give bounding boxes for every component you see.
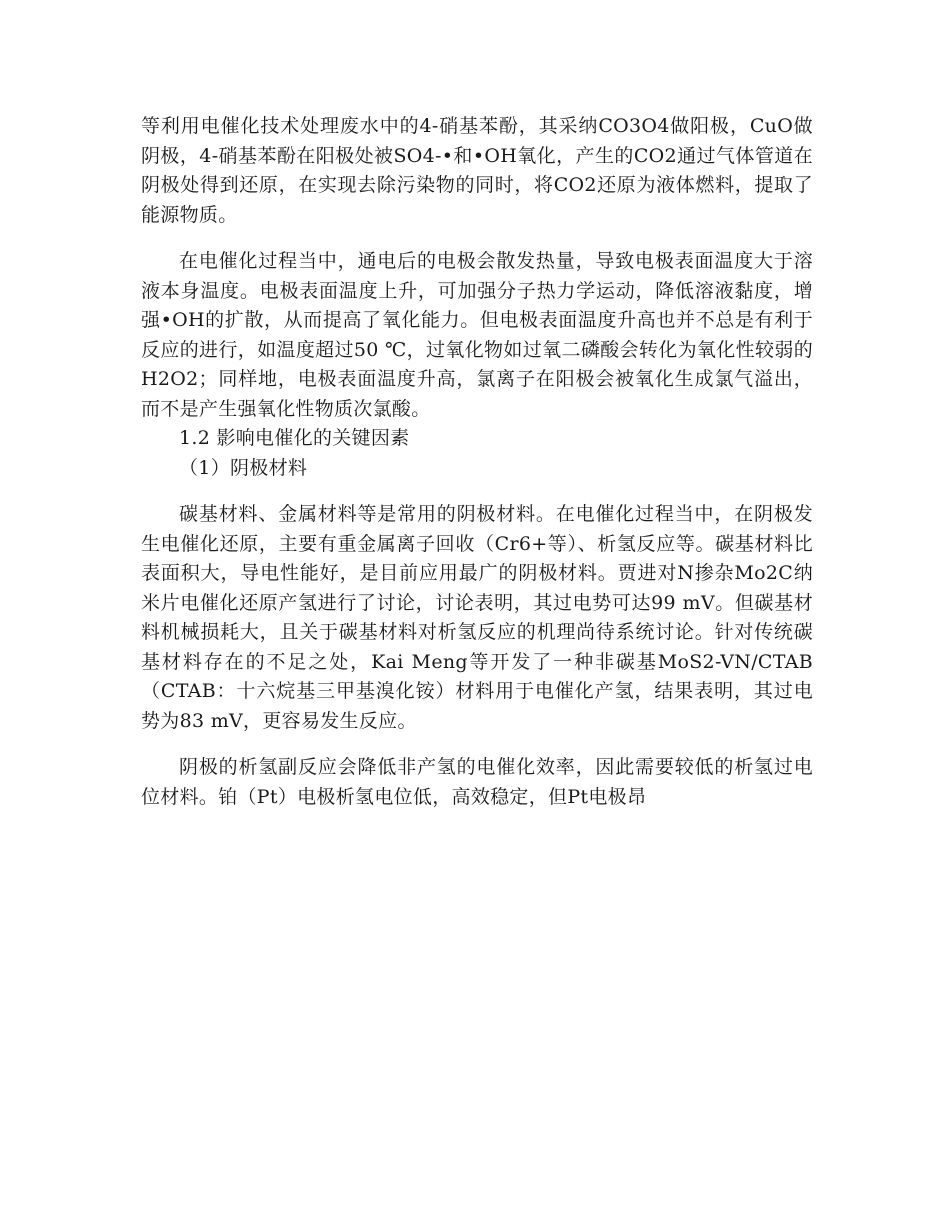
subsection-heading: （1）阴极材料: [179, 456, 308, 479]
section-heading: 1.2 影响电催化的关键因素: [179, 427, 410, 449]
paragraph-cathode-materials: 碳基材料、金属材料等是常用的阴极材料。在电催化过程当中，在阴极发生电催化还原，主要有重金属离子回收（Cr6+等）、析氢反应等。碳基材料比表面积大，导电性能好，是目前应用最广的阴极材料。贾进对N掺杂Mo2C纳米片电催化还原产氢进行了讨论，讨论表明，其过电势可达99 mV。但碳基材料机械损耗大，且关于碳基材料对析氢反应的机理尚待系统讨论。针对传统碳基材料存在的不足之处，Kai Meng等开发了一种非碳基MoS2-VN/CTAB（CTAB：十六烷基三甲基溴化铵）材料用于电催化产氢，结果表明，其过电势为83 mV，更容易发生反应。: [141, 503, 813, 732]
paragraph-continuation: 等利用电催化技术处理废水中的4-硝基苯酚，其采纳CO3O4做阳极，CuO做阴极，4-硝基苯酚在阳极处被SO4-•和•OH氧化，产生的CO2通过气体管道在阴极处得到还原，在实现去除污染物的同时，将CO2还原为液体燃料，提取了能源物质。: [141, 115, 813, 226]
document-body: [141, 112, 813, 812]
paragraph-hydrogen-evolution: 阴极的析氢副反应会降低非产氢的电催化效率，因此需要较低的析氢过电位材料。铂（Pt）电极析氢电位低，高效稳定，但Pt电极昂: [141, 756, 813, 808]
paragraph-electrode-temperature: 在电催化过程当中，通电后的电极会散发热量，导致电极表面温度大于溶液本身温度。电极表面温度上升，可加强分子热力学运动，降低溶液黏度，增强•OH的扩散，从而提高了氧化能力。但电极表面温度升高也并不总是有利于反应的进行，如温度超过50 ℃，过氧化物如过氧二磷酸会转化为氧化性较弱的H2O2；同样地，电极表面温度升高，氯离子在阳极会被氧化生成氯气溢出，而不是产生强氧化性物质次氯酸。: [141, 250, 813, 420]
